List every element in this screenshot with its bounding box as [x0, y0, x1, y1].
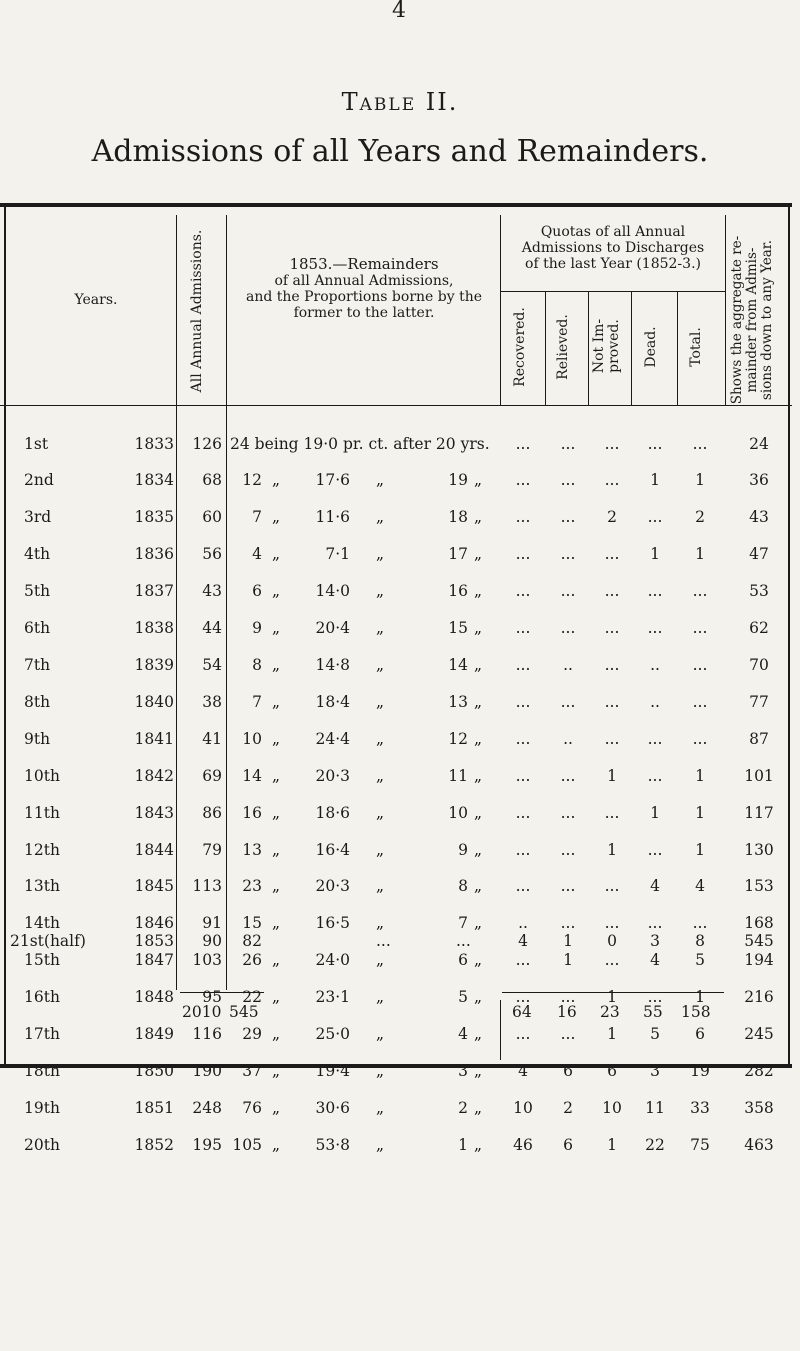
header-aggregate: Shows the aggregate re- mainder from Admis- sions down to any Year. [729, 235, 775, 405]
col-divider [588, 291, 589, 405]
header-not-improved: Not Im- proved. [591, 318, 623, 374]
total-dead: 55 [643, 1003, 663, 1021]
page-number: 4 [392, 0, 406, 23]
header-years: Years. [74, 292, 118, 308]
table-row: 15th 1847 103 26 „ 24·0 „ 6 „ ... 1 ... 4 5 194 [24, 951, 774, 970]
total-recovered: 64 [512, 1003, 532, 1021]
table-row: 11th 1843 86 16 „ 18·6 „ 10 „ ... ... ... 1 1 117 [24, 803, 774, 822]
header-remainders: 1853.—Remainders of all Annual Admissions, and the Proportions borne by the former to the latter. [245, 255, 483, 322]
header-dead: Dead. [643, 326, 659, 368]
table-row: 6th 1838 44 9 „ 20·4 „ 15 „ ... ... ... ... ... 62 [24, 618, 769, 637]
remainder-note: 24 being 19·0 pr. ct. after 20 yrs. [230, 435, 490, 453]
table-row: 12th 1844 79 13 „ 16·4 „ 9 „ ... ... 1 ... 1 130 [24, 840, 774, 859]
total-not-improved: 23 [600, 1003, 620, 1021]
table-top-rule [0, 203, 792, 207]
quota-subheader-rule [500, 291, 725, 292]
table-row: 19th 1851 248 76 „ 30·6 „ 2 „ 10 2 10 11 33 358 [24, 1099, 774, 1118]
table-row: 18th 1850 190 37 „ 19·4 „ 3 „ 4 6 6 3 19 282 [24, 1062, 774, 1081]
col-divider [500, 215, 501, 405]
table-row: 10th 1842 69 14 „ 20·3 „ 11 „ ... ... 1 ... 1 101 [24, 766, 774, 785]
table-label: Table II. [341, 88, 459, 116]
header-quotas: Quotas of all Annual Admissions to Discharges of the last Year (1852-3.) [521, 224, 705, 273]
table-row: 14th 1846 91 15 „ 16·5 „ 7 „ .. ... ... ... ... 168 [24, 914, 774, 933]
col-divider [677, 291, 678, 405]
col-divider [631, 291, 632, 405]
total-relieved: 16 [557, 1003, 577, 1021]
header-recovered: Recovered. [512, 307, 528, 387]
table-row: 5th 1837 43 6 „ 14·0 „ 16 „ ... ... ... ... ... 53 [24, 581, 769, 600]
table-row: 7th 1839 54 8 „ 14·8 „ 14 „ ... .. ... .. ... 70 [24, 655, 769, 674]
col-divider [725, 215, 726, 405]
table-row: 3rd 1835 60 7 „ 11·6 „ 18 „ ... ... 2 ... 2 43 [24, 507, 769, 526]
table-row: 4th 1836 56 4 „ 7·1 „ 17 „ ... ... ... 1 1 47 [24, 544, 769, 563]
table-title: Admissions of all Years and Remainders. [91, 134, 709, 169]
total-total: 158 [681, 1003, 711, 1021]
table-row: 13th 1845 113 23 „ 20·3 „ 8 „ ... ... ... 4 4 153 [24, 877, 774, 896]
total-admissions: 2010 [182, 1003, 222, 1021]
table-row: 21st(half) 1853 90 82 ... ... 4 1 0 3 8 545 [10, 932, 774, 950]
header-total: Total. [688, 327, 704, 367]
table-row: 2nd 1834 68 12 „ 17·6 „ 19 „ ... ... ... 1 1 36 [24, 471, 769, 489]
table-row: 17th 1849 116 29 „ 25·0 „ 4 „ ... ... 1 5 6 245 [24, 1025, 774, 1044]
table-row: 16th 1848 95 22 „ 23·1 „ 5 „ ... ... 1 ... 1 216 [24, 988, 774, 1007]
header-all-admissions: All Annual Admissions. [189, 229, 205, 393]
total-remainders: 545 [229, 1003, 259, 1021]
table-header-rule [0, 405, 792, 406]
col-divider [545, 291, 546, 405]
table-row: 9th 1841 41 10 „ 24·4 „ 12 „ ... .. ... ... ... 87 [24, 729, 769, 748]
table-row: 1st 1833 126 24 being 19·0 pr. ct. after 20 yrs. ... ... ... ... ... 24 [24, 435, 769, 453]
table-row: 8th 1840 38 7 „ 18·4 „ 13 „ ... ... ... .. ... 77 [24, 692, 769, 711]
table-row: 20th 1852 195 105 „ 53·8 „ 1 „ 46 6 1 22 75 463 [24, 1136, 774, 1155]
header-relieved: Relieved. [555, 314, 571, 380]
